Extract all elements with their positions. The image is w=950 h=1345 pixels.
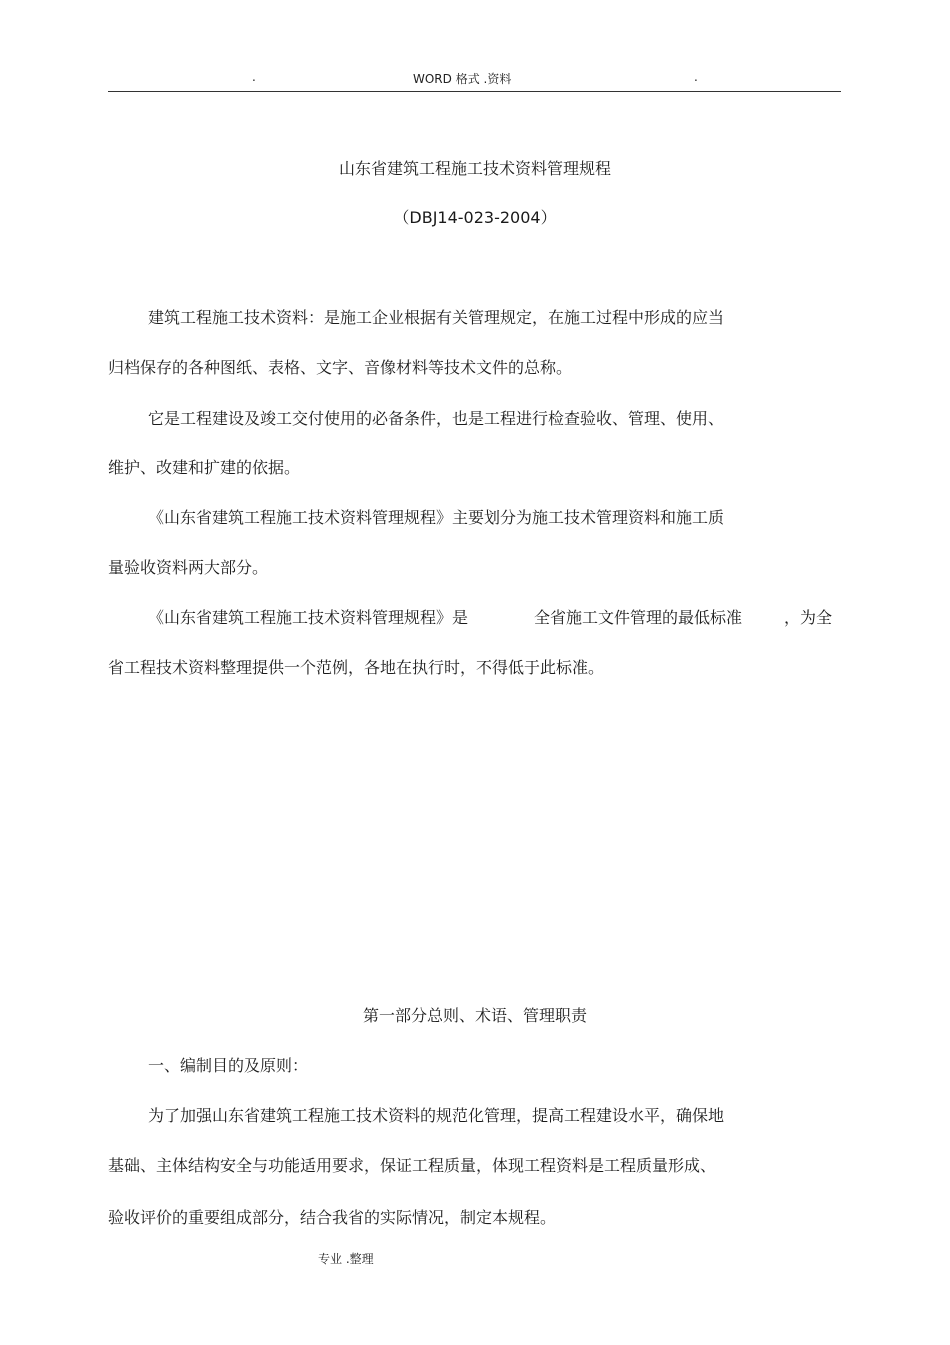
paragraph-line: 维护、改建和扩建的依据。 bbox=[108, 458, 301, 477]
paragraph-line: 建筑工程施工技术资料：是施工企业根据有关管理规定，在施工过程中形成的应当 bbox=[148, 308, 725, 327]
paragraph-line: 验收评价的重要组成部分，结合我省的实际情况，制定本规程。 bbox=[108, 1208, 557, 1227]
paragraph-line-part: 《山东省建筑工程施工技术资料管理规程》是 bbox=[148, 608, 469, 627]
document-code: （DBJ14-023-2004） bbox=[393, 208, 557, 227]
paragraph-line: 为了加强山东省建筑工程施工技术资料的规范化管理，提高工程建设水平，确保地 bbox=[148, 1106, 725, 1125]
paragraph-line-part: 全省施工文件管理的最低标准 bbox=[534, 608, 743, 627]
header-dot-left: . bbox=[252, 70, 256, 84]
document-title: 山东省建筑工程施工技术资料管理规程 bbox=[338, 159, 611, 178]
header-center-text: WORD 格式 .资料 bbox=[413, 72, 512, 86]
paragraph-line: 归档保存的各种图纸、表格、文字、音像材料等技术文件的总称。 bbox=[108, 358, 573, 377]
section-subheading: 一、编制目的及原则： bbox=[148, 1056, 309, 1075]
paragraph-line: 基础、主体结构安全与功能适用要求，保证工程质量，体现工程资料是工程质量形成、 bbox=[108, 1156, 717, 1175]
paragraph-line: 它是工程建设及竣工交付使用的必备条件，也是工程进行检查验收、管理、使用、 bbox=[148, 409, 725, 428]
page-footer: 专业 .整理 bbox=[318, 1252, 374, 1266]
paragraph-line: 《山东省建筑工程施工技术资料管理规程》主要划分为施工技术管理资料和施工质 bbox=[148, 508, 725, 527]
paragraph-line: 省工程技术资料整理提供一个范例，各地在执行时，不得低于此标准。 bbox=[108, 658, 605, 677]
paragraph-line-part: ，为全 bbox=[784, 608, 833, 627]
section-heading: 第一部分总则、术语、管理职责 bbox=[362, 1006, 587, 1025]
header-divider bbox=[108, 91, 841, 92]
header-dot-right: . bbox=[694, 70, 698, 84]
paragraph-line: 量验收资料两大部分。 bbox=[108, 558, 269, 577]
